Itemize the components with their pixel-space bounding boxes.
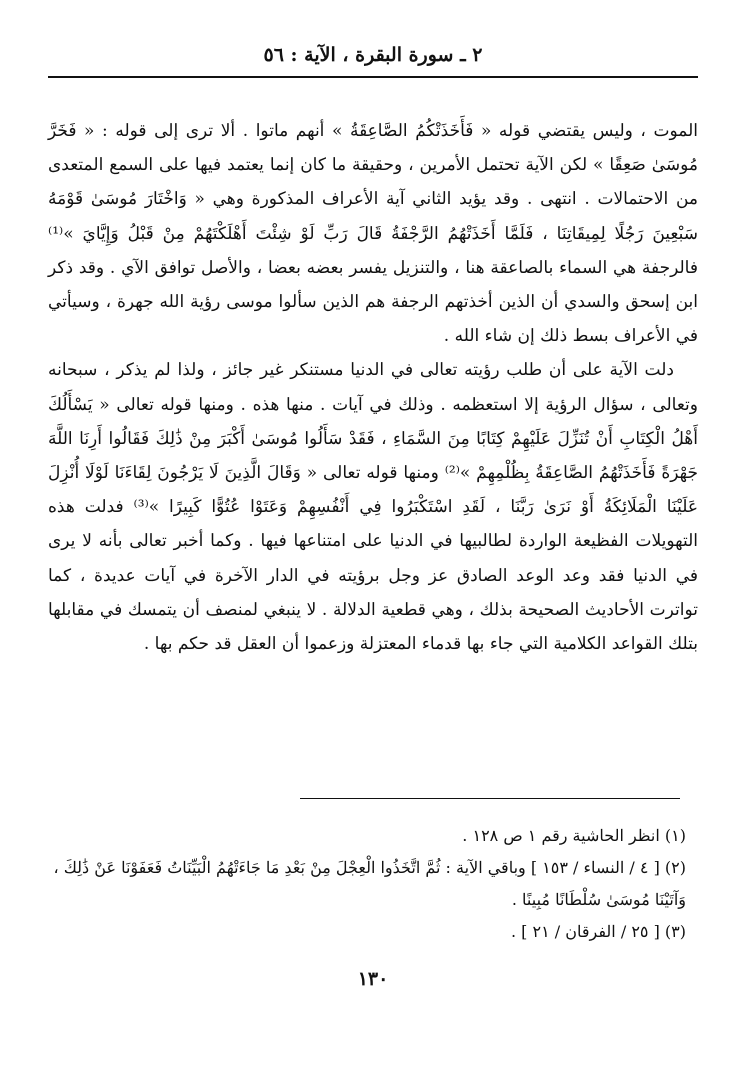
footnote-2: (٢) [ ٤ / النساء / ١٥٣ ] وباقي الآية : ثُمَّ اتَّخَذُوا الْعِجْلَ مِنْ بَعْدِ مَا جَاءَتْهُمُ الْبَيِّنَاتُ فَعَفَوْنَا عَنْ ذَٰلِكَ ، وَآتَيْنَا مُوسَىٰ سُلْطَانًا مُبِينًا . (53, 858, 686, 909)
paragraph-1: الموت ، وليس يقتضي قوله « فَأَخَذَتْكُمُ الصَّاعِقَةُ » أنهم ماتوا . ألا ترى إلى قوله : « فَخَرَّ مُوسَىٰ صَعِقًا » لكن الآية تحتمل الأمرين ، وحقيقة ما كان إنما يعتمد فيها على السمع المتعدى من الاحتمالات . انتهى . وقد يؤيد الثاني آية الأعراف المذكورة وهي « وَاخْتَارَ مُوسَىٰ قَوْمَهُ سَبْعِينَ رَجُلًا لِمِيقَاتِنَا ، فَلَمَّا أَخَذَتْهُمُ الرَّجْفَةُ قَالَ رَبِّ لَوْ شِئْتَ أَهْلَكْتَهُمْ مِنْ قَبْلُ وَإِيَّايَ »⁽¹⁾ فالرجفة هي السماء بالصاعقة هنا ، والتنزيل يفسر بعضه بعضا ، والأصل توافق الآي . وقد ذكر ابن إسحق والسدي أن الذين أخذتهم الرجفة هم الذين سألوا موسى رؤية الله جهرة ، وسيأتي في الأعراف بسط ذلك إن شاء الله . (48, 121, 698, 347)
footnote-rule (300, 798, 680, 799)
header-rule (48, 76, 698, 78)
running-header: ٢ ـ سورة البقرة ، الآية : ٥٦ (263, 44, 483, 66)
footnote-3: (٣) [ ٢٥ / الفرقان / ٢١ ] . (510, 922, 686, 941)
paragraph-2: دلت الآية على أن طلب رؤيته تعالى في الدنيا مستنكر غير جائز ، ولذا لم يذكر ، سبحانه وتعالى ، سؤال الرؤية إلا استعظمه . وذلك في آيات . منها هذه . ومنها قوله تعالى « يَسْأَلُكَ أَهْلُ الْكِتَابِ أَنْ تُنَزِّلَ عَلَيْهِمْ كِتَابًا مِنَ السَّمَاءِ ، فَقَدْ سَأَلُوا مُوسَىٰ أَكْبَرَ مِنْ ذَٰلِكَ فَقَالُوا أَرِنَا اللَّهَ جَهْرَةً فَأَخَذَتْهُمُ الصَّاعِقَةُ بِظُلْمِهِمْ »⁽²⁾ ومنها قوله تعالى « وَقَالَ الَّذِينَ لَا يَرْجُونَ لِقَاءَنَا لَوْلَا أُنْزِلَ عَلَيْنَا الْمَلَائِكَةُ أَوْ نَرَىٰ رَبَّنَا ، لَقَدِ اسْتَكْبَرُوا فِي أَنْفُسِهِمْ وَعَتَوْا عُتُوًّا كَبِيرًا »⁽³⁾ فدلت هذه التهويلات الفظيعة الواردة لطالبيها في الدنيا على امتناعها فيها . وكما أخبر تعالى بأنه لا يرى في الدنيا فقد وعد الوعد الصادق عز وجل برؤيته في الدار الآخرة في آيات عديدة ، كما تواترت الأحاديث الصحيحة بذلك ، وهي قطعية الدلالة . لا ينبغي لمنصف أن يتمسك في مقابلها بتلك القواعد الكلامية التي جاء بها قدماء المعتزلة وزعموا أن العقل قد حكم بها . (48, 360, 698, 655)
footnote-1: (١) انظر الحاشية رقم ١ ص ١٢٨ . (462, 826, 686, 845)
footnotes (48, 820, 686, 948)
page-number: ١٣٠ (357, 968, 389, 990)
main-text (48, 114, 698, 661)
